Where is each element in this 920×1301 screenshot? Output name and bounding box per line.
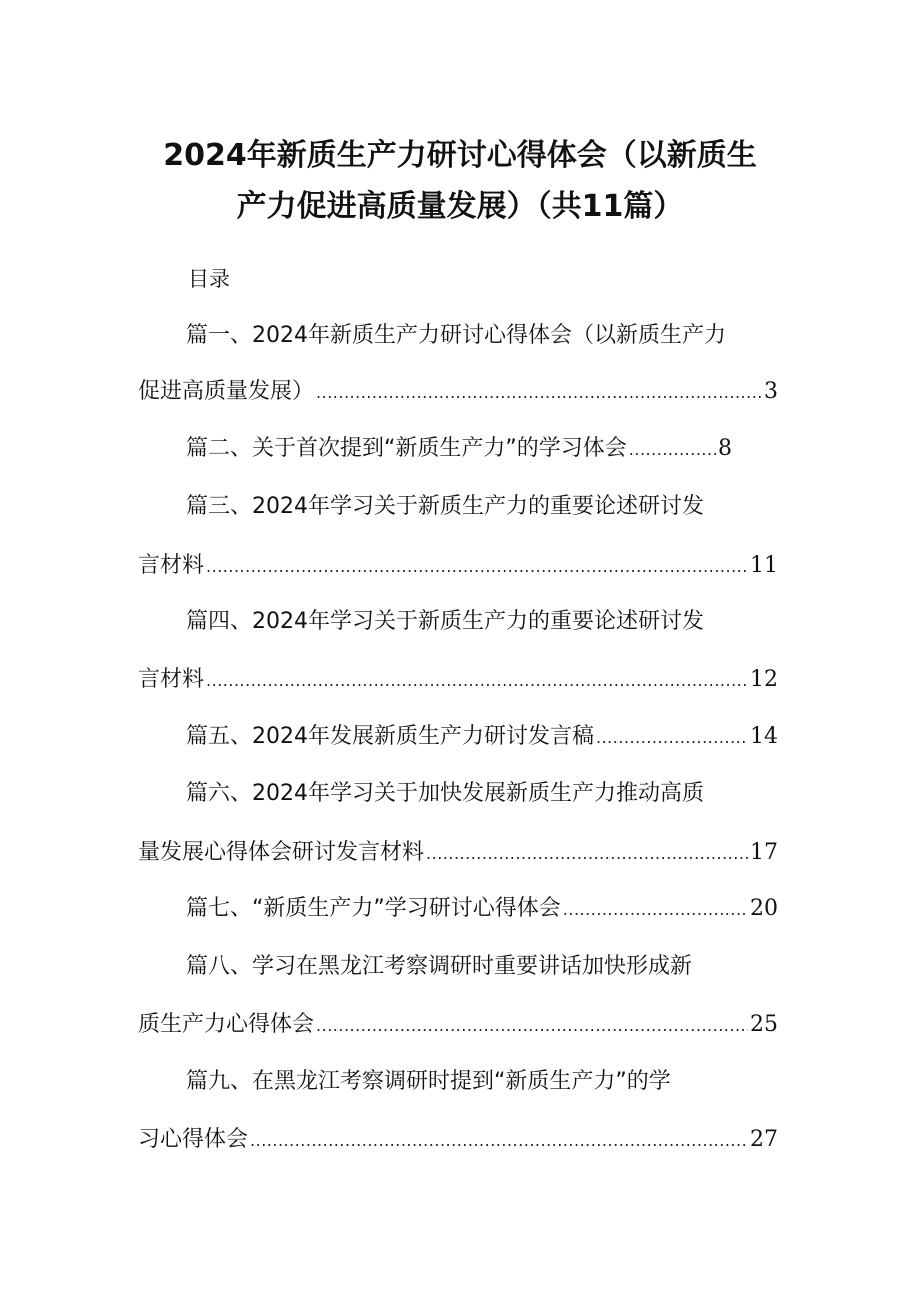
toc-leader-dots — [426, 836, 748, 871]
toc-entry-6-text: 量发展心得体会研讨发言材料 — [138, 840, 425, 865]
toc-label: 目录 — [188, 267, 230, 291]
toc-leader-dots — [316, 375, 762, 410]
toc-entry-1-line-2 — [138, 374, 778, 410]
toc-entry-3-text: 言材料 — [138, 553, 205, 578]
toc-entry-9-text: 习心得体会 — [138, 1127, 249, 1152]
toc-entry-1-line-1: 篇一、2024年新质生产力研讨心得体会（以新质生产力 — [186, 323, 726, 348]
toc-entry-8-line-2 — [138, 1007, 778, 1043]
toc-entry-7-page: 20 — [750, 896, 778, 921]
toc-entry-6-line-1: 篇六、2024年学习关于加快发展新质生产力推动高质 — [186, 781, 704, 806]
toc-entry-4-line-2 — [138, 662, 778, 698]
toc-entry-7 — [186, 891, 778, 927]
toc-entry-2 — [186, 431, 732, 467]
toc-entry-1-text: 促进高质量发展） — [138, 379, 315, 404]
toc-entry-4-text: 言材料 — [138, 667, 205, 692]
toc-leader-dots — [316, 1008, 748, 1043]
toc-leader-dots — [206, 549, 748, 584]
toc-entry-4-line-1: 篇四、2024年学习关于新质生产力的重要论述研讨发 — [186, 609, 704, 634]
toc-entry-3-line-2 — [138, 548, 778, 584]
toc-leader-dots — [629, 432, 716, 467]
toc-entry-8-page: 25 — [750, 1012, 778, 1037]
toc-entry-8-line-1: 篇八、学习在黑龙江考察调研时重要讲话加快形成新 — [186, 954, 693, 979]
toc-entry-1-page: 3 — [764, 379, 778, 404]
toc-entry-7-text: 篇七、“新质生产力”学习研讨心得体会 — [186, 896, 561, 921]
toc-entry-5-page: 14 — [750, 724, 778, 749]
toc-entry-9-line-1: 篇九、在黑龙江考察调研时提到“新质生产力”的学 — [186, 1069, 671, 1094]
toc-entry-8-text: 质生产力心得体会 — [138, 1012, 315, 1037]
toc-entry-6-page: 17 — [750, 840, 778, 865]
toc-entry-9-line-2 — [138, 1122, 778, 1158]
document-title-line-1: 2024年新质生产力研讨心得体会（以新质生 — [163, 138, 757, 173]
toc-leader-dots — [206, 663, 748, 698]
toc-entry-4-page: 12 — [750, 667, 778, 692]
toc-leader-dots — [596, 720, 748, 755]
toc-entry-2-page: 8 — [718, 436, 732, 461]
toc-entry-5-text: 篇五、2024年发展新质生产力研讨发言稿 — [186, 724, 594, 749]
toc-leader-dots — [563, 892, 748, 927]
toc-entry-9-page: 27 — [750, 1127, 778, 1152]
toc-entry-3-line-1: 篇三、2024年学习关于新质生产力的重要论述研讨发 — [186, 494, 704, 519]
document-title-line-2: 产力促进高质量发展）（共11篇） — [236, 189, 684, 224]
toc-entry-5 — [186, 719, 778, 755]
toc-entry-6-line-2 — [138, 835, 778, 871]
toc-leader-dots — [250, 1123, 748, 1158]
toc-entry-3-page: 11 — [750, 553, 778, 578]
toc-entry-2-text: 篇二、关于首次提到“新质生产力”的学习体会 — [186, 436, 627, 461]
